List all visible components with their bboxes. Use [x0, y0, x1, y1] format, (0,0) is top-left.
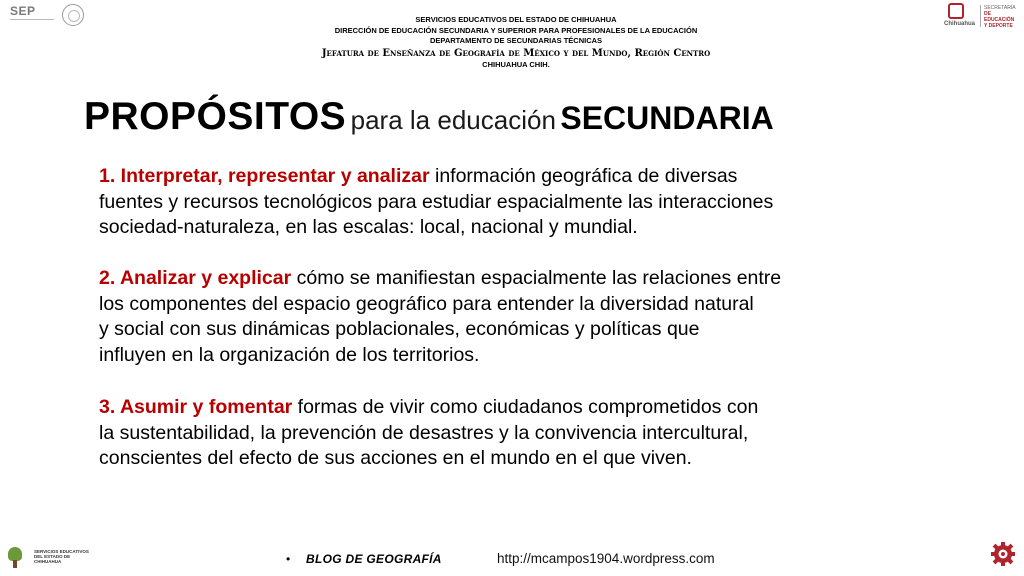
secretaria-label	[984, 5, 1020, 29]
national-seal-icon	[62, 4, 84, 26]
purpose-3-line-3: conscientes del efecto de sus acciones en el mundo en el que viven.	[99, 447, 692, 470]
header-line-5: CHIHUAHUA CHIH.	[482, 59, 550, 69]
blog-label: BLOG DE GEOGRAFÍA	[306, 552, 442, 566]
purpose-2-line-2: los componentes del espacio geográfico para entender la diversidad natural	[99, 292, 754, 315]
footer-logo-line-2: DEL ESTADO DE	[34, 554, 71, 559]
purpose-1-line-3: sociedad-naturaleza, en las escalas: local, nacional y mundial.	[99, 216, 638, 239]
title-part-1: PROPÓSITOS	[84, 95, 347, 138]
purpose-1-line-1-rest: información geográfica de diversas	[429, 165, 738, 187]
sep-logo-text: SEP	[10, 4, 36, 18]
institution-header	[260, 15, 772, 70]
purpose-2-line-4: influyen en la organización de los territorios.	[99, 344, 480, 367]
secretaria-line-2: DE EDUCACIÓN	[984, 11, 1015, 23]
tree-icon	[8, 547, 22, 561]
title-part-2: para la educación	[350, 105, 556, 135]
sep-logo-rule	[10, 19, 54, 26]
purpose-3	[99, 395, 758, 472]
purpose-1-highlight: 1. Interpretar, representar y analizar	[99, 165, 430, 187]
chihuahua-logo	[944, 3, 1020, 31]
footer-bullet: •	[286, 552, 291, 566]
tree-trunk-icon	[13, 560, 17, 568]
purpose-3-highlight: 3. Asumir y fomentar	[99, 396, 293, 418]
footer-logo-line-1: SERVICIOS EDUCATIVOS	[34, 549, 89, 554]
footer-logo-text	[34, 549, 89, 564]
purpose-1-line-2: fuentes y recursos tecnológicos para estudiar espacialmente las interacciones	[99, 190, 774, 213]
title-part-3: SECUNDARIA	[560, 100, 774, 136]
chihuahua-logo-text: Chihuahua	[944, 21, 975, 27]
header-line-3: DEPARTAMENTO DE SECUNDARIAS TÉCNICAS	[429, 36, 603, 45]
slide-title	[84, 95, 774, 139]
footer-logo-line-3: CHIHUAHUA	[34, 559, 62, 564]
secretaria-line-3: Y DEPORTE	[984, 23, 1013, 29]
chihuahua-shield-icon	[948, 3, 964, 19]
footer-logo	[4, 545, 90, 571]
purpose-2	[99, 266, 781, 369]
purpose-2-line-1	[99, 266, 781, 292]
logo-divider	[980, 5, 981, 27]
blog-url-link[interactable]: http://mcampos1904.wordpress.com	[497, 551, 715, 566]
purpose-2-line-3: y social con sus dinámicas poblacionales, económicas y políticas que	[99, 318, 700, 341]
gear-logo-icon	[990, 541, 1016, 567]
purpose-1	[99, 164, 773, 241]
purpose-2-line-1-rest: cómo se manifiestan espacialmente las relaciones entre	[291, 267, 782, 289]
purpose-2-highlight: 2. Analizar y explicar	[99, 267, 292, 289]
purpose-3-line-2: la sustentabilidad, la prevención de desastres y la convivencia intercultural,	[99, 421, 749, 444]
header-line-4: Jefatura de Enseñanza de Geografía de México y del Mundo, Región Centro	[321, 47, 711, 59]
purpose-3-line-1	[99, 395, 758, 421]
purpose-1-line-1	[99, 164, 773, 190]
secretaria-line-1: SECRETARÍA	[984, 5, 1016, 11]
sep-logo	[6, 2, 84, 30]
header-line-1: SERVICIOS EDUCATIVOS DEL ESTADO DE CHIHUAHUA	[415, 15, 617, 24]
purpose-3-line-1-rest: formas de vivir como ciudadanos comprometidos con	[292, 396, 759, 418]
header-line-2: DIRECCIÓN DE EDUCACIÓN SECUNDARIA Y SUPERIOR PARA PROFESIONALES DE LA EDUCACIÓN	[334, 25, 698, 35]
